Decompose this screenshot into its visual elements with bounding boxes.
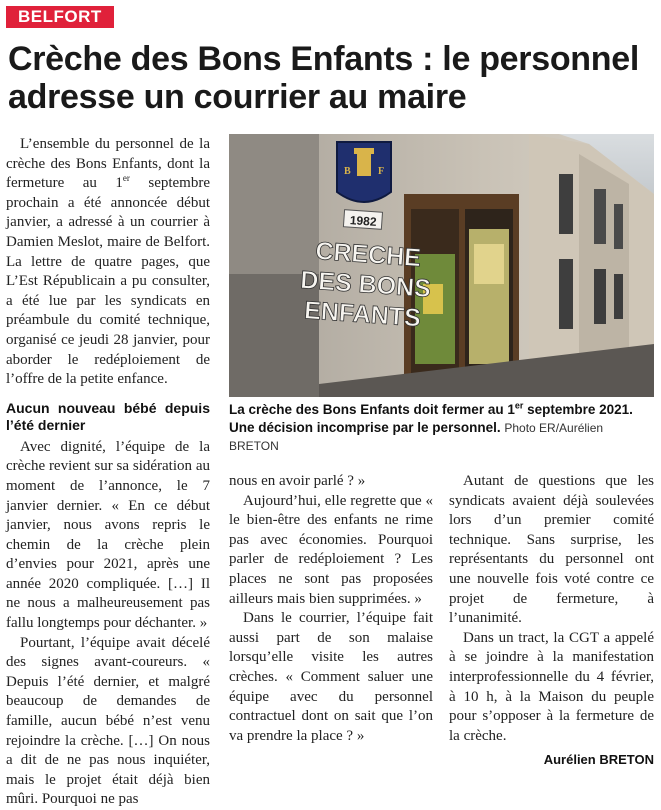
paragraph: Pourtant, l’équipe avait décelé des signes avant-coureurs. « Depuis l’été dernier, et malgré beaucoup de demandes de famille, aucun bébé n’est venu rejoindre la crèche. […] On nous a dit de ne pas nous inquiéter, mais le projet était déjà bien mûri. Pourquoi ne pas <box>6 634 210 808</box>
article-column-1 <box>6 135 210 810</box>
section-tag: BELFORT <box>6 6 114 28</box>
paragraph: Dans le courrier, l’équipe fait aussi part de son malaise lorsqu’elle visite les autres crèches. « Comment saluer une équipe avec du personnel contractuel dont on sait que l’on va prendre la place ? » <box>229 610 433 744</box>
paragraph: Dans un tract, la CGT a appelé à se joindre à la manifestation interprofessionnelle du 4 février, à 10 h, à la Maison du peuple pour s’opposer à la fermeture de la crèche. <box>449 629 654 744</box>
paragraph: L’ensemble du personnel de la crèche des Bons Enfants, dont la fermeture au 1er septembre prochain a été annoncée début janvier, a adressé à un courrier à Damien Meslot, maire de Belfort. La lettre de quatre pages, que L’Est Républicain a pu consulter, a été lue par les syndicats en préambule du comité technique, organisé ce jeudi 28 janvier, pour aborder le redéploiement de l’offre de la petite enfance. <box>6 136 210 388</box>
svg-text:F: F <box>378 166 385 177</box>
sign-year: 1982 <box>349 213 378 229</box>
photo-caption: La crèche des Bons Enfants doit fermer au 1er septembre 2021. Une décision incomprise par le personnel. Photo ER/Aurélien BRETON <box>229 400 633 453</box>
paragraph: Avec dignité, l’équipe de la crèche revient sur sa sidération au moment de l’annonce, le 7 janvier dernier. « En ce début janvier, nous avons repris le chemin de la crèche plein d’envies pour 2021, après une année 2020 compliquée. […] Il ne nous a malheureusement pas fallu longtemps pour déchanter. » <box>6 438 210 632</box>
sign-line-1: CRECHE <box>314 236 422 273</box>
svg-text:B: B <box>344 166 351 177</box>
paragraph: Autant de questions que les syndicats avaient déjà soulevées lors d’un premier comité technique. Sans surprise, les représentants du personnel ont une nouvelle fois voté contre ce projet de fermeture, à l’unanimité. <box>449 473 654 627</box>
belfort-crest-icon <box>337 142 391 202</box>
article-photo <box>229 134 654 397</box>
sign-line-2: DES BONS <box>299 265 432 304</box>
author-byline: Aurélien BRETON <box>543 752 654 768</box>
paragraph: Aujourd’hui, elle regrette que « le bien-être des enfants ne rime pas avec économies. Pourquoi parler de redéploiement ? Les places ne sont pas proposées ailleurs mais bien supprimées. » <box>229 492 433 607</box>
article-column-2 <box>229 472 433 746</box>
article-column-3 <box>449 472 654 770</box>
sign-line-3: ENFANTS <box>303 296 422 333</box>
photo-credit: Photo ER/Aurélien BRETON <box>229 421 604 453</box>
headline: Crèche des Bons Enfants : le personnel adresse un courrier au maire <box>8 40 639 116</box>
subheading: Aucun nouveau bébé depuis l’été dernier <box>6 399 210 433</box>
paragraph: nous en avoir parlé ? » <box>229 473 366 489</box>
